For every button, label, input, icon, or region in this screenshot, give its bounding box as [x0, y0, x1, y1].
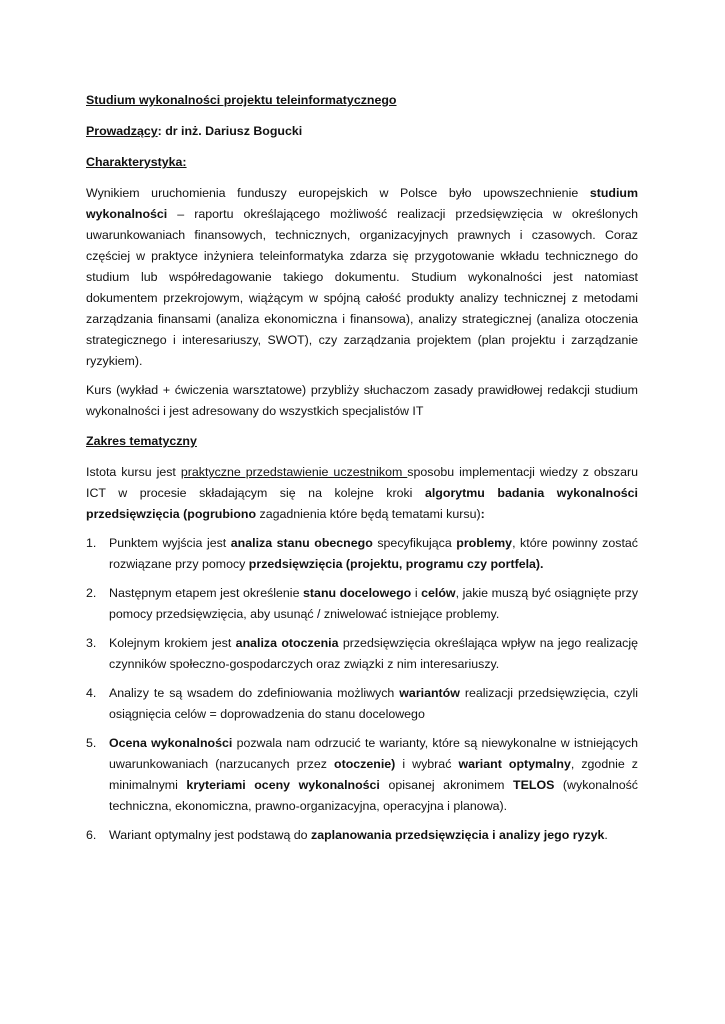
- list-item: 2. Następnym etapem jest określenie stanu docelowego i celów, jakie muszą być osiągnięte przy pomocy przedsięwzięcia, aby usunąć / zniwelować istniejące problemy.: [86, 586, 639, 621]
- characteristics-paragraph-2: Kurs (wykład + ćwiczenia warsztatowe) przybliży słuchaczom zasady prawidłowej redakcji studium wykonalności i jest adresowany do wszystkich specjalistów IT: [86, 383, 638, 418]
- list-item: 4. Analizy te są wsadem do zdefiniowania możliwych wariantów realizacji przedsięwzięcia, czyli osiągnięcia celów = doprowadzenia do stanu docelowego: [86, 686, 638, 721]
- lecturer-separator: :: [157, 124, 166, 138]
- algorithm-steps-list: [86, 533, 638, 846]
- document-content: [86, 90, 638, 854]
- lecturer-name: dr inż. Dariusz Bogucki: [165, 124, 303, 138]
- list-item: 6. Wariant optymalny jest podstawą do zaplanowania przedsięwzięcia i analizy jego ryzyk.: [86, 828, 608, 842]
- document-title: Studium wykonalności projektu teleinformatycznego: [86, 93, 397, 107]
- list-item: 1. Punktem wyjścia jest analiza stanu obecnego specyfikująca problemy, które powinny zostać rozwiązane przy pomocy przedsięwzięcia (projektu, programu czy portfela).: [86, 536, 638, 571]
- characteristics-heading: Charakterystyka:: [86, 155, 187, 169]
- scope-heading: Zakres tematyczny: [86, 434, 197, 448]
- scope-intro: Istota kursu jest praktyczne przedstawienie uczestnikom sposobu implementacji wiedzy z obszaru ICT w procesie składającym się na kolejne kroki algorytmu badania wykonalności przedsięwzięcia (pogrubiono zagadnienia które będą tematami kursu):: [86, 465, 638, 521]
- lecturer-line: [86, 121, 638, 142]
- list-item: 3. Kolejnym krokiem jest analiza otoczenia przedsięwzięcia określająca wpływ na jego realizację czynników społeczno-gospodarczych oraz związki z nim interesariuszy.: [86, 636, 639, 671]
- lecturer-label: Prowadzący: [86, 124, 158, 138]
- characteristics-paragraph-1: Wynikiem uruchomienia funduszy europejskich w Polsce było upowszechnienie studium wykonalności – raportu określającego możliwość realizacji przedsięwzięcia w określonych uwarunkowaniach finansowych, technicznych, organizacyjnych prawnych i czasowych. Coraz częściej w praktyce inżyniera teleinformatyka zdarza się przygotowanie wkładu technicznego do studium lub współredagowanie takiego dokumentu. Studium wykonalności jest natomiast dokumentem przekrojowym, wiążącym w spójną całość produkty analizy technicznej z metodami zarządzania finansami (analiza ekonomiczna i finansowa), analizy strategicznej (analiza otoczenia strategicznego i interesariuszy, SWOT), czy zarządzania projektem (plan projektu i zarządzanie ryzykiem).: [86, 186, 638, 368]
- list-item: 5. Ocena wykonalności pozwala nam odrzucić te warianty, które są niewykonalne w istniejących uwarunkowaniach (narzucanych przez otoczenie) i wybrać wariant optymalny, zgodnie z minimalnymi kryteriami oceny wykonalności opisanej akronimem TELOS (wykonalność techniczna, ekonomiczna, prawno-organizacyjna, operacyjna i planowa).: [86, 736, 638, 813]
